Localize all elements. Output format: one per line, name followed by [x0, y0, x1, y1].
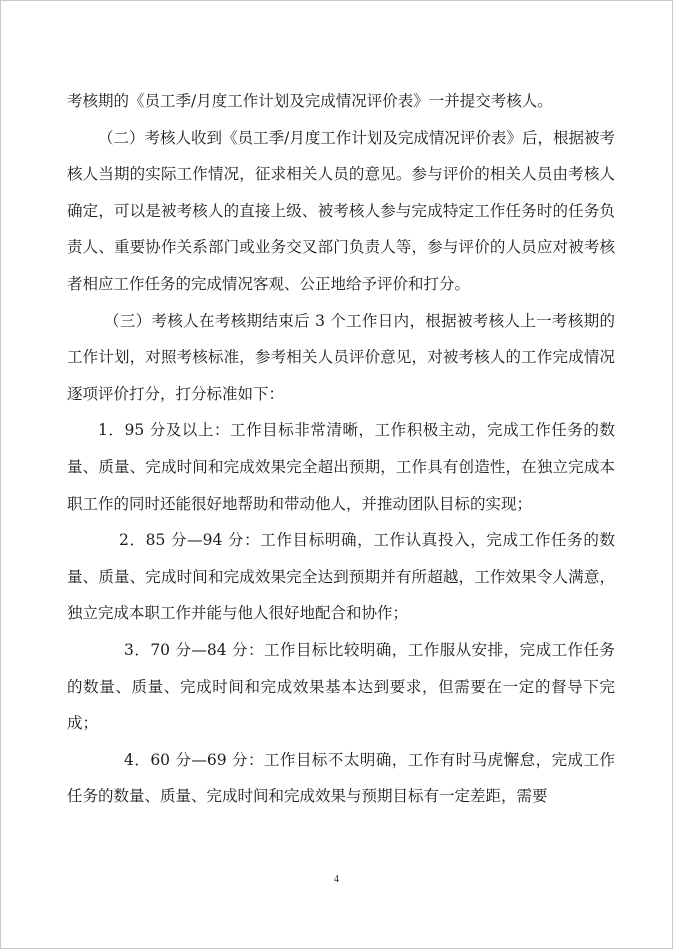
paragraph-criterion-3: 3．70 分—84 分：工作目标比较明确，工作服从安排，完成工作任务的数量、质量、完成时间和完成效果基本达到要求，但需要在一定的督导下完成；	[67, 640, 615, 733]
paragraph-criterion-4: 4．60 分—69 分：工作目标不太明确，工作有时马虎懈怠，完成工作任务的数量、质量、完成时间和完成效果与预期目标有一定差距，需要	[67, 750, 615, 806]
paragraph-continuation: 考核期的《员工季/月度工作计划及完成情况评价表》一并提交考核人。	[67, 92, 553, 110]
page-number: 4	[334, 874, 339, 885]
paragraph-criterion-1: 1．95 分及以上：工作目标非常清晰，工作积极主动，完成工作任务的数量、质量、完成时间和完成效果完全超出预期，工作具有创造性，在独立完成本职工作的同时还能很好地帮助和带动他人，并推动团队目标的实现；	[67, 421, 615, 513]
paragraph-section-3: （三）考核人在考核期结束后 3 个工作日内，根据被考核人上一考核期的工作计划，对照考核标准，参考相关人员评价意见，对被考核人的工作完成情况逐项评价打分，打分标准如下：	[67, 311, 615, 403]
page-body	[67, 83, 615, 815]
paragraph-section-2: （二）考核人收到《员工季/月度工作计划及完成情况评价表》后，根据被考核人当期的实际工作情况，征求相关人员的意见。参与评价的相关人员由考核人确定，可以是被考核人的直接上级、被考核人参与完成特定工作任务时的任务负责人、重要协作关系部门或业务交叉部门负责人等，参与评价的人员应对被考核者相应工作任务的完成情况客观、公正地给予评价和打分。	[67, 128, 615, 293]
paragraph-criterion-2: 2．85 分—94 分：工作目标明确，工作认真投入，完成工作任务的数量、质量、完成时间和完成效果完全达到预期并有所超越，工作效果令人满意，独立完成本职工作并能与他人很好地配合和协作；	[67, 531, 615, 623]
